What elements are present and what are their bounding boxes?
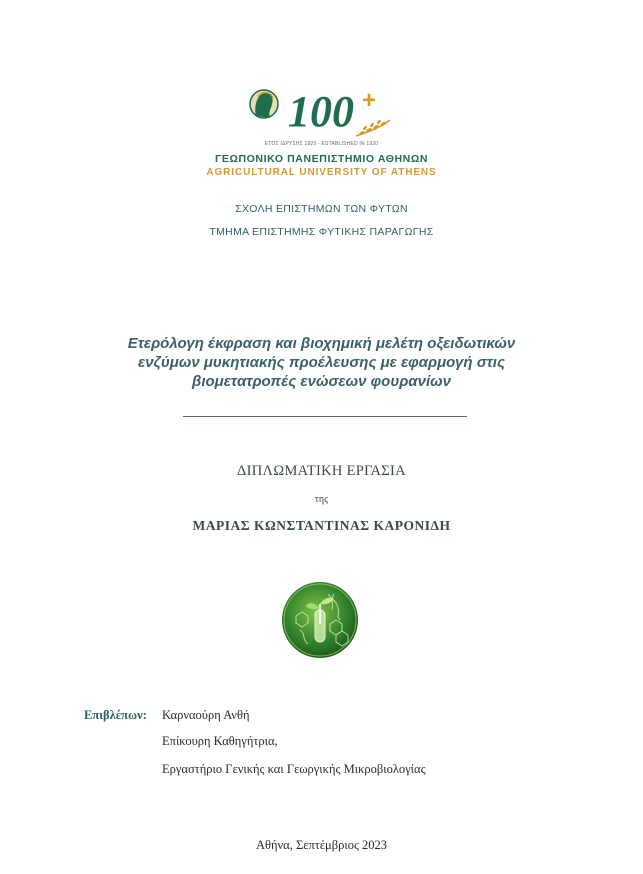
supervisor-lab: Εργαστήριο Γενικής και Γεωργικής Μικροβιολογίας [162, 762, 426, 776]
thesis-type: ΔΙΠΛΩΜΑΤΙΚΗ ΕΡΓΑΣΙΑ [237, 463, 406, 479]
logo-plus: + [362, 87, 377, 114]
school-name: ΣΧΟΛΗ ΕΠΙΣΤΗΜΩΝ ΤΩΝ ΦΥΤΩΝ [235, 203, 408, 215]
university-name-english: AGRICULTURAL UNIVERSITY OF ATHENS [206, 167, 437, 178]
supervisor-position: Επίκουρη Καθηγήτρια, [162, 734, 278, 748]
date: Αθήνα, Σεπτέμβριος 2023 [255, 838, 388, 852]
established-text: ΕΤΟΣ ΙΔΡΥΣΗΣ 1920 - ESTABLISHED IN 1920 [264, 141, 379, 147]
science-emblem-icon [280, 580, 360, 660]
university-logo [244, 82, 394, 140]
title-line: ενζύμων μυκητιακής προέλευσης με εφαρμογή στις [138, 354, 505, 371]
supervisor-label: Επιβλέπων: [84, 708, 147, 722]
author-name: ΜΑΡΙΑΣ ΚΩΝΣΤΑΝΤΙΝΑΣ ΚΑΡΟΝΙΔΗ [192, 518, 451, 533]
title-line: Ετερόλογη έκφραση και βιοχημική μελέτη οξειδωτικών [127, 335, 516, 352]
title-divider [183, 416, 467, 417]
title-line: βιομετατροπές ενώσεων φουρανίων [192, 373, 451, 390]
university-name-greek: ΓΕΩΠΟΝΙΚΟ ΠΑΝΕΠΙΣΤΗΜΙΟ ΑΘΗΝΩΝ [214, 153, 429, 165]
supervisor-name: Καρναούρη Ανθή [162, 708, 250, 722]
wheat-icon [356, 119, 390, 136]
of-label: της [314, 494, 329, 505]
demeter-head-icon [250, 90, 278, 118]
department-name: ΤΜΗΜΑ ΕΠΙΣΤΗΜΗΣ ΦΥΤΙΚΗΣ ΠΑΡΑΓΩΓΗΣ [209, 226, 434, 238]
thesis-title [0, 334, 643, 391]
logo-number: 100 [288, 87, 354, 136]
